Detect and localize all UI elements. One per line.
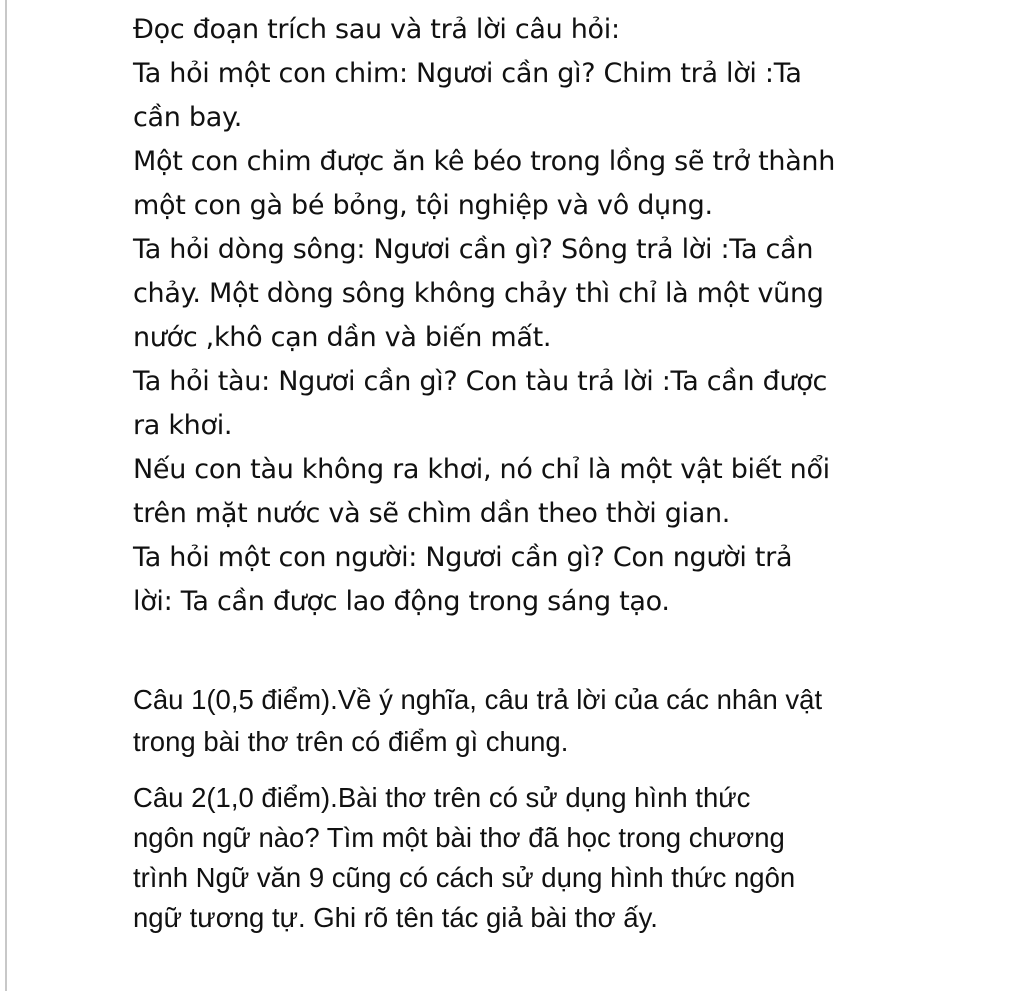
- passage-line: cần bay.: [133, 102, 243, 133]
- passage-line: Đọc đoạn trích sau và trả lời câu hỏi:: [133, 14, 620, 45]
- page-left-border: [5, 0, 7, 991]
- question-2-line: ngữ tương tự. Ghi rõ tên tác giả bài thơ ấy.: [133, 902, 658, 933]
- passage-line: Ta hỏi một con chim: Ngươi cần gì? Chim trả lời :Ta: [133, 58, 802, 89]
- passage-line: lời: Ta cần được lao động trong sáng tạo.: [133, 586, 670, 617]
- passage-line: trên mặt nước và sẽ chìm dần theo thời gian.: [133, 498, 731, 529]
- question-2-line: Câu 2(1,0 điểm).Bài thơ trên có sử dụng hình thức: [133, 782, 751, 813]
- passage-line: Nếu con tàu không ra khơi, nó chỉ là một vật biết nổi: [133, 454, 830, 485]
- passage-line: Một con chim được ăn kê béo trong lồng sẽ trở thành: [133, 146, 836, 177]
- passage-line: Ta hỏi một con người: Ngươi cần gì? Con người trả: [133, 542, 793, 573]
- question-2-line: ngôn ngữ nào? Tìm một bài thơ đã học trong chương: [133, 822, 785, 853]
- question-1-line: Câu 1(0,5 điểm).Về ý nghĩa, câu trả lời của các nhân vật: [133, 684, 823, 715]
- question-2-line: trình Ngữ văn 9 cũng có cách sử dụng hình thức ngôn: [133, 862, 796, 893]
- passage-line: Ta hỏi dòng sông: Ngươi cần gì? Sông trả lời :Ta cần: [133, 234, 814, 265]
- passage-line: một con gà bé bỏng, tội nghiệp và vô dụng.: [133, 190, 713, 221]
- passage-line: Ta hỏi tàu: Ngươi cần gì? Con tàu trả lời :Ta cần được: [133, 366, 828, 397]
- passage-line: nước ,khô cạn dần và biến mất.: [133, 322, 552, 353]
- passage-line: ra khơi.: [133, 410, 233, 441]
- question-1-line: trong bài thơ trên có điểm gì chung.: [133, 726, 569, 757]
- passage-line: chảy. Một dòng sông không chảy thì chỉ là một vũng: [133, 278, 824, 309]
